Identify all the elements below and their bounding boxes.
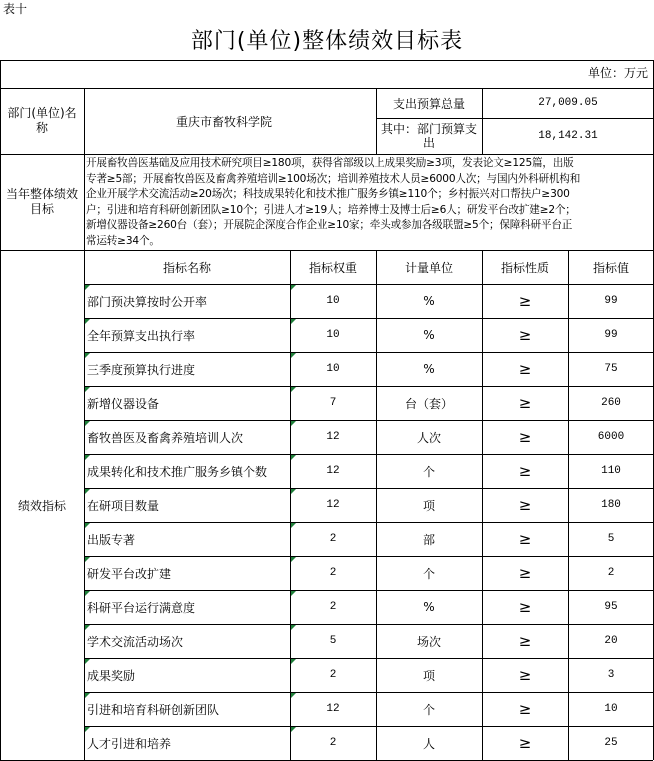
indicator-nature: ≥ [518, 564, 532, 582]
grid-line [84, 88, 85, 760]
indicator-nature: ≥ [518, 394, 532, 412]
cell-marker-icon [85, 659, 90, 664]
indicator-name: 新增仪器设备 [87, 396, 160, 411]
indicator-name: 研发平台改扩建 [87, 566, 172, 581]
grid-line [568, 250, 569, 760]
cell-marker-icon [291, 625, 296, 630]
indicator-nature: ≥ [518, 462, 532, 480]
cell-marker-icon [85, 319, 90, 324]
indicator-weight: 12 [326, 465, 340, 477]
budget-dept-value: 18,142.31 [538, 130, 598, 142]
perf-label: 绩效指标 [17, 498, 66, 513]
cell-marker-icon [291, 727, 296, 732]
indicator-weight: 2 [329, 669, 337, 681]
indicator-nature: ≥ [518, 632, 532, 650]
grid-line [0, 60, 653, 61]
cell-marker-icon [291, 353, 296, 358]
cell-marker-icon [85, 591, 90, 596]
indicator-value: 99 [604, 329, 618, 341]
indicator-unit: % [423, 294, 435, 308]
header-unit: 计量单位 [404, 260, 453, 275]
indicator-value: 25 [604, 737, 618, 749]
cell-marker-icon [85, 421, 90, 426]
indicator-nature: ≥ [518, 700, 532, 718]
indicator-name: 全年预算支出执行率 [87, 328, 196, 343]
goal-line: 企业开展学术交流活动≥20场次；科技成果转化和技术推广服务乡镇≥110个；乡村振兴对口帮扶户≥300 [86, 188, 570, 200]
indicator-value: 110 [601, 465, 621, 477]
indicator-unit: 个 [422, 566, 435, 581]
indicator-value: 10 [604, 703, 618, 715]
indicator-nature: ≥ [518, 428, 532, 446]
grid-line [290, 250, 291, 760]
cell-marker-icon [85, 285, 90, 290]
cell-marker-icon [291, 319, 296, 324]
goal-line: 户；引进和培育科研创新团队≥10个；引进人才≥19人；培养博士及博士后≥6人；研发平台改扩建≥2个； [86, 203, 576, 216]
indicator-value: 260 [601, 397, 621, 409]
indicator-name: 在研项目数量 [87, 498, 160, 513]
grid-line [0, 60, 1, 760]
cell-marker-icon [291, 659, 296, 664]
budget-dept-label-text: 其中：部门预算支出 [381, 122, 478, 150]
indicator-weight: 2 [329, 533, 337, 545]
cell-marker-icon [291, 557, 296, 562]
indicator-name: 引进和培育科研创新团队 [87, 702, 220, 717]
budget-dept-label [376, 118, 482, 154]
cell-marker-icon [85, 387, 90, 392]
header-indicator-name: 指标名称 [162, 260, 211, 275]
corner-label: 表十 [3, 2, 28, 16]
indicator-unit: % [423, 600, 435, 614]
page-title: 部门(单位)整体绩效目标表 [190, 28, 464, 54]
cell-marker-icon [291, 591, 296, 596]
indicator-unit: 人 [422, 736, 435, 751]
grid-line [376, 118, 653, 119]
indicator-unit: 个 [422, 464, 435, 479]
cell-marker-icon [85, 523, 90, 528]
indicator-value: 20 [604, 635, 618, 647]
budget-total-value: 27,009.05 [538, 97, 598, 109]
indicator-value: 6000 [597, 431, 625, 443]
cell-marker-icon [291, 421, 296, 426]
indicator-weight: 10 [326, 363, 340, 375]
indicator-unit: 台（套） [404, 396, 453, 411]
grid-line [0, 88, 653, 89]
grid-line [0, 154, 653, 155]
indicator-name: 人才引进和培养 [87, 736, 172, 751]
budget-total-label: 支出预算总量 [392, 96, 465, 111]
cell-marker-icon [85, 693, 90, 698]
indicator-name: 学术交流活动场次 [87, 634, 184, 649]
indicator-value: 95 [604, 601, 618, 613]
indicator-value: 2 [607, 567, 615, 579]
indicator-weight: 2 [329, 737, 337, 749]
indicator-unit: % [423, 362, 435, 376]
indicator-value: 180 [601, 499, 621, 511]
goal-line: 常运转≥34个。 [86, 234, 160, 247]
goal-label-text: 当年整体绩效目标 [5, 187, 78, 216]
indicator-unit: 部 [422, 532, 435, 547]
goal-label [0, 154, 84, 250]
cell-marker-icon [85, 557, 90, 562]
indicator-value: 3 [607, 669, 615, 681]
cell-marker-icon [291, 489, 296, 494]
indicator-nature: ≥ [518, 292, 532, 310]
indicator-name: 成果奖励 [87, 668, 136, 683]
cell-marker-icon [291, 387, 296, 392]
indicator-value: 5 [607, 533, 615, 545]
indicator-weight: 2 [329, 567, 337, 579]
cell-marker-icon [291, 523, 296, 528]
indicator-unit: 项 [422, 498, 435, 513]
indicator-weight: 12 [326, 431, 340, 443]
unit-note: 单位：万元 [587, 66, 648, 80]
indicator-unit: 人次 [416, 430, 441, 445]
grid-line [376, 250, 377, 760]
indicator-unit: 个 [422, 702, 435, 717]
grid-line [482, 250, 483, 760]
goal-text [84, 156, 654, 250]
indicator-nature: ≥ [518, 496, 532, 514]
cell-marker-icon [85, 489, 90, 494]
cell-marker-icon [291, 285, 296, 290]
cell-marker-icon [85, 353, 90, 358]
indicator-nature: ≥ [518, 530, 532, 548]
indicator-nature: ≥ [518, 360, 532, 378]
grid-line [376, 88, 377, 154]
dept-label-text: 部门(单位)名称 [7, 106, 77, 135]
indicator-unit: 场次 [416, 634, 441, 649]
cell-marker-icon [291, 455, 296, 460]
indicator-name: 科研平台运行满意度 [87, 600, 196, 615]
indicator-value: 75 [604, 363, 618, 375]
indicator-nature: ≥ [518, 666, 532, 684]
indicator-name: 三季度预算执行进度 [87, 362, 196, 377]
cell-marker-icon [85, 625, 90, 630]
header-nature: 指标性质 [500, 260, 549, 275]
cell-marker-icon [291, 693, 296, 698]
header-value: 指标值 [592, 260, 629, 275]
indicator-nature: ≥ [518, 734, 532, 752]
indicator-unit: % [423, 328, 435, 342]
cell-marker-icon [85, 727, 90, 732]
indicator-name: 畜牧兽医及畜禽养殖培训人次 [87, 430, 244, 445]
goal-line: 新增仪器设备≥260台（套）；开展院企深度合作企业≥10家；牵头或参加各级联盟≥5个；保障科研平台正 [86, 219, 573, 231]
dept-name: 重庆市畜牧科学院 [176, 114, 273, 129]
indicator-weight: 7 [329, 397, 337, 409]
grid-line [0, 250, 653, 251]
indicator-value: 99 [604, 295, 618, 307]
indicator-weight: 2 [329, 601, 337, 613]
grid-line [482, 88, 483, 154]
indicator-weight: 12 [326, 703, 340, 715]
indicator-name: 部门预决算按时公开率 [87, 294, 208, 309]
goal-line: 专著≥5部；开展畜牧兽医及畜禽养殖培训≥100场次；培训养殖技术人员≥6000人次；与国内外科研机构和 [86, 172, 581, 185]
indicator-weight: 10 [326, 295, 340, 307]
indicator-name: 出版专著 [87, 532, 136, 547]
indicator-weight: 12 [326, 499, 340, 511]
header-weight: 指标权重 [308, 260, 357, 275]
indicator-weight: 5 [329, 635, 337, 647]
indicator-nature: ≥ [518, 326, 532, 344]
dept-label [0, 88, 84, 154]
goal-line: 开展畜牧兽医基础及应用技术研究项目≥180项，获得省部级以上成果奖励≥3项，发表论文≥125篇，出版 [86, 157, 574, 169]
indicator-nature: ≥ [518, 598, 532, 616]
cell-marker-icon [85, 455, 90, 460]
indicator-unit: 项 [422, 668, 435, 683]
indicator-weight: 10 [326, 329, 340, 341]
indicator-name: 成果转化和技术推广服务乡镇个数 [87, 464, 268, 479]
